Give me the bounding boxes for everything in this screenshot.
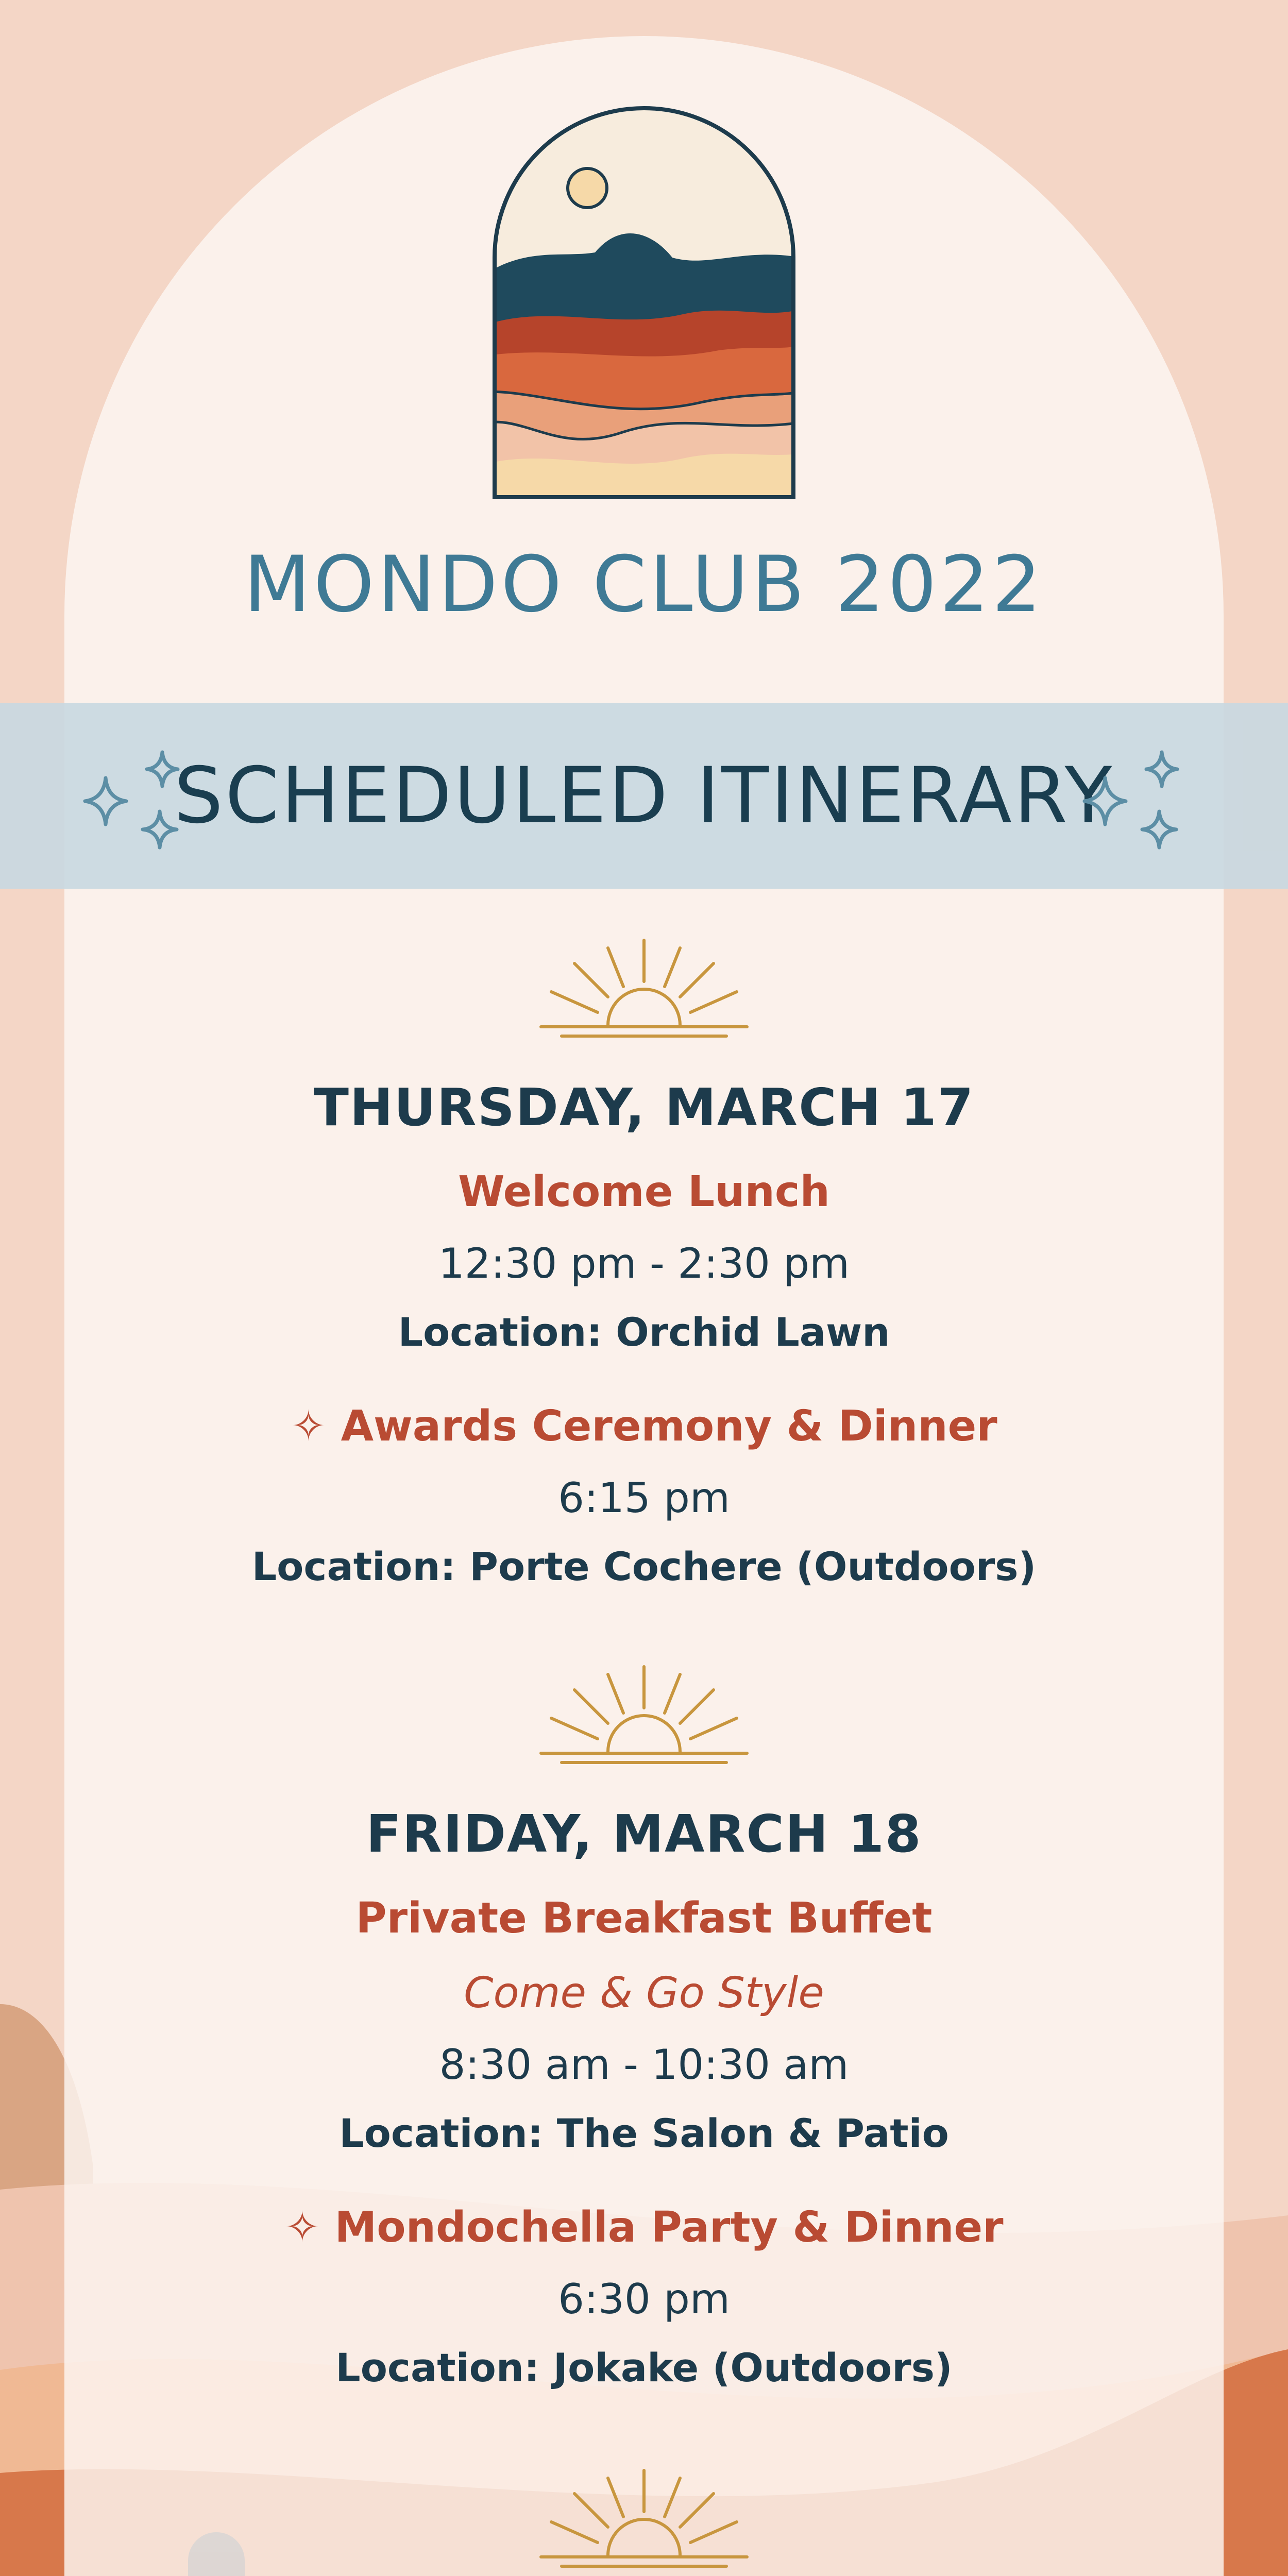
sparkle-icon: [1074, 742, 1193, 860]
event-location: Location: Orchid Lawn: [398, 1309, 890, 1355]
sparkle-icon: [75, 742, 193, 860]
sunrise-icon: [531, 935, 757, 1038]
event-time: 8:30 am - 10:30 am: [439, 2041, 849, 2089]
itinerary-title: SCHEDULED ITINERARY: [174, 751, 1114, 841]
day-heading-thursday: THURSDAY, MARCH 17: [313, 1077, 975, 1138]
event-time: 6:15 pm: [558, 1474, 730, 1522]
event-subtitle: Come & Go Style: [464, 1969, 824, 2018]
club-title: MONDO CLUB 2022: [244, 540, 1044, 630]
event-location: Location: Porte Cochere (Outdoors): [251, 1544, 1037, 1589]
event-time: 6:30 pm: [558, 2275, 730, 2323]
event-location: Location: The Salon & Patio: [339, 2110, 949, 2156]
event-title: ✧ Mondochella Party & Dinner: [284, 2203, 1004, 2252]
sunrise-icon: [531, 1662, 757, 1765]
day-heading-friday: FRIDAY, MARCH 18: [366, 1804, 922, 1864]
event-time: 12:30 pm - 2:30 pm: [438, 1240, 850, 1287]
desert-arch-logo-icon: [487, 103, 801, 505]
event-location: Location: Jokake (Outdoors): [335, 2345, 953, 2391]
event-title: Private Breakfast Buffet: [355, 1894, 933, 1943]
sunrise-icon: [531, 2465, 757, 2568]
event-title: ✧ Awards Ceremony & Dinner: [291, 1402, 997, 1451]
event-title: Welcome Lunch: [458, 1167, 830, 1216]
